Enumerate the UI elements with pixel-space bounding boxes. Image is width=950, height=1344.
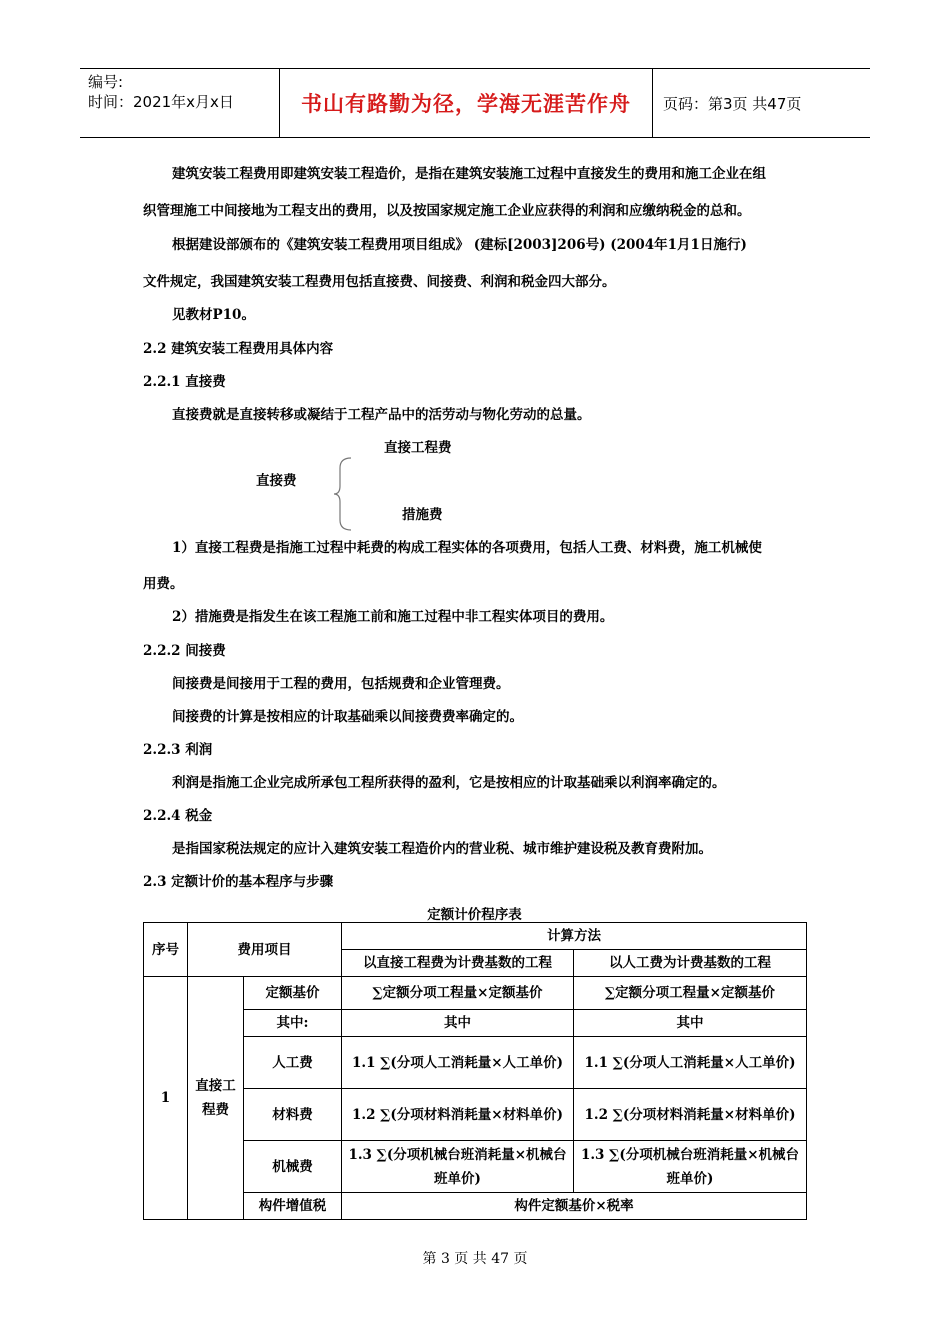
paragraph-line: 间接费的计算是按相应的计取基础乘以间接费费率确定的。	[172, 709, 523, 725]
header-page-info: 页码：第3页 共47页	[663, 94, 802, 113]
header-motto: 书山有路勤为径，学海无涯苦作舟	[280, 69, 653, 137]
page-header	[80, 68, 870, 138]
section-heading: 2.2.3 利润	[143, 742, 213, 758]
list-item: 用费。	[143, 576, 184, 592]
row-name: 人工费	[244, 1037, 342, 1089]
row-name: 定额基价	[244, 977, 342, 1010]
pricing-procedure-table	[143, 922, 807, 1220]
row-name: 构件增值税	[244, 1193, 342, 1220]
header-col1: 以直接工程费为计费基数的工程	[342, 950, 574, 977]
paragraph-line: 利润是指施工企业完成所承包工程所获得的盈利，它是按相应的计取基础乘以利润率确定的。	[172, 775, 726, 791]
brace-left-label: 直接费	[256, 473, 297, 489]
group-label-cell: 直接工程费	[188, 977, 244, 1220]
section-heading: 2.2.4 税金	[143, 808, 213, 824]
paragraph-line: 直接费就是直接转移或凝结于工程产品中的活劳动与物化劳动的总量。	[172, 407, 591, 423]
row-merged: 构件定额基价×税率	[342, 1193, 807, 1220]
paragraph-line: 是指国家税法规定的应计入建筑安装工程造价内的营业税、城市维护建设税及教育费附加。	[172, 841, 712, 857]
row-c2: 1.3 ∑(分项机械台班消耗量×机械台班单价)	[574, 1141, 807, 1193]
header-meta	[80, 69, 280, 137]
header-col2: 以人工费为计费基数的工程	[574, 950, 807, 977]
header-item: 费用项目	[188, 923, 342, 977]
paragraph-line: 见教材P10。	[172, 307, 255, 323]
section-heading: 2.2.2 间接费	[143, 643, 226, 659]
row-c2: 其中	[574, 1010, 807, 1037]
paragraph-line: 文件规定，我国建筑安装工程费用包括直接费、间接费、利润和税金四大部分。	[143, 274, 616, 290]
row-name: 机械费	[244, 1141, 342, 1193]
paragraph-line: 间接费是间接用于工程的费用，包括规费和企业管理费。	[172, 676, 510, 692]
row-c2: ∑定额分项工程量×定额基价	[574, 977, 807, 1010]
paragraph-line: 建筑安装工程费用即建筑安装工程造价，是指在建筑安装施工过程中直接发生的费用和施工企业在组	[172, 166, 766, 182]
document-time-label: 时间：2021年x月x日	[88, 93, 234, 111]
brace-bottom-label: 措施费	[402, 507, 443, 523]
row-c1: 1.1 ∑(分项人工消耗量×人工单价)	[342, 1037, 574, 1089]
brace-top-label: 直接工程费	[384, 440, 452, 456]
page-footer: 第 3 页 共 47 页	[422, 1251, 528, 1267]
list-item: 1）直接工程费是指施工过程中耗费的构成工程实体的各项费用，包括人工费、材料费，施工机械使	[172, 540, 762, 556]
row-c1: 1.2 ∑(分项材料消耗量×材料单价)	[342, 1089, 574, 1141]
header-seq: 序号	[144, 923, 188, 977]
paragraph-line: 织管理施工中间接地为工程支出的费用，以及按国家规定施工企业应获得的利润和应缴纳税金的总和。	[143, 203, 751, 219]
row-c1: ∑定额分项工程量×定额基价	[342, 977, 574, 1010]
section-heading: 2.2 建筑安装工程费用具体内容	[143, 341, 334, 357]
row-name: 材料费	[244, 1089, 342, 1141]
seq-cell: 1	[144, 977, 188, 1220]
row-c2: 1.2 ∑(分项材料消耗量×材料单价)	[574, 1089, 807, 1141]
list-item: 2）措施费是指发生在该工程施工前和施工过程中非工程实体项目的费用。	[172, 609, 614, 625]
row-c1: 1.3 ∑(分项机械台班消耗量×机械台班单价)	[342, 1141, 574, 1193]
curly-brace-icon	[334, 456, 354, 532]
document-number-label: 编号:	[88, 73, 124, 91]
section-heading: 2.2.1 直接费	[143, 374, 226, 390]
table-title: 定额计价程序表	[427, 907, 522, 923]
row-name: 其中:	[244, 1010, 342, 1037]
row-c1: 其中	[342, 1010, 574, 1037]
paragraph-line: 根据建设部颁布的《建筑安装工程费用项目组成》 (建标[2003]206号) (2004年1月1日施行)	[172, 237, 747, 253]
section-heading: 2.3 定额计价的基本程序与步骤	[143, 874, 334, 890]
header-method: 计算方法	[342, 923, 807, 950]
row-c2: 1.1 ∑(分项人工消耗量×人工单价)	[574, 1037, 807, 1089]
